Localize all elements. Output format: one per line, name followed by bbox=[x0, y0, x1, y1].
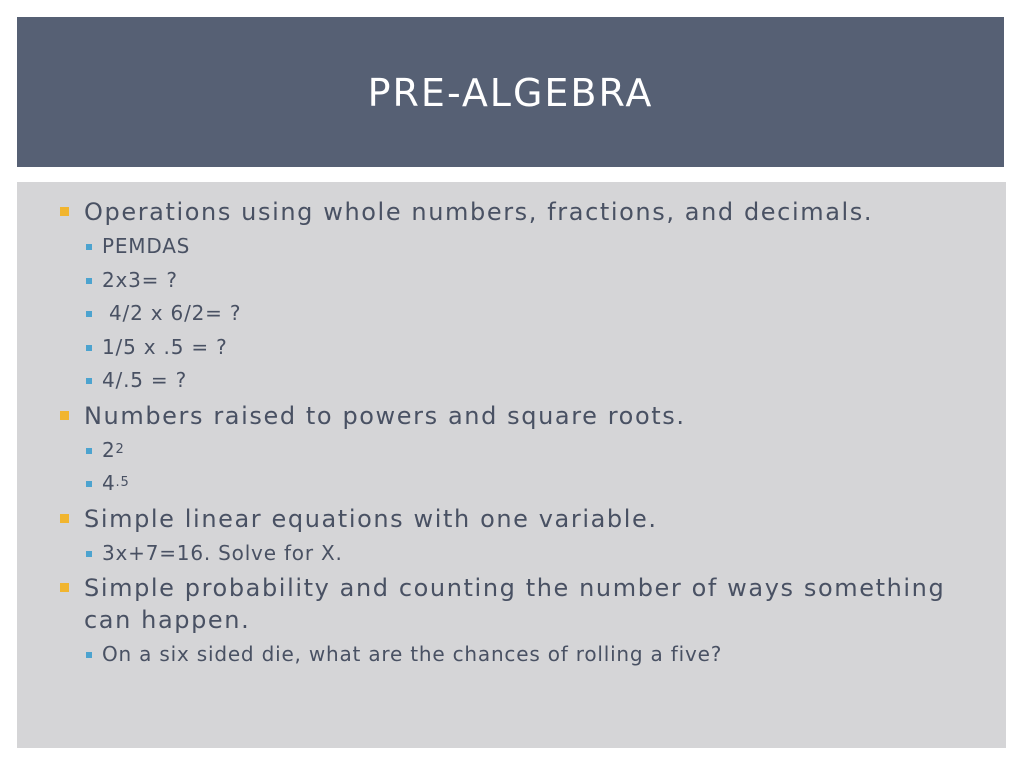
sub-item-text: 2x3= ? bbox=[102, 267, 178, 292]
square-bullet-icon bbox=[86, 652, 92, 658]
sub-list-item bbox=[84, 364, 977, 398]
square-bullet-icon bbox=[86, 311, 92, 317]
square-bullet-icon bbox=[86, 278, 92, 284]
square-bullet-icon bbox=[60, 514, 69, 523]
sub-list-item bbox=[84, 537, 977, 571]
slide-title: PRE-ALGEBRA bbox=[367, 71, 654, 115]
list-item bbox=[57, 196, 977, 398]
square-bullet-icon bbox=[86, 481, 92, 487]
power-base: 2 bbox=[102, 437, 116, 462]
square-bullet-icon bbox=[86, 448, 92, 454]
square-bullet-icon bbox=[60, 207, 69, 216]
power-base: 4 bbox=[102, 471, 116, 495]
list-item bbox=[57, 400, 977, 501]
sub-list-item bbox=[84, 331, 977, 365]
sub-list bbox=[84, 230, 977, 398]
sub-item-text: On a six sided die, what are the chances of rolling a five? bbox=[102, 642, 723, 666]
square-bullet-icon bbox=[86, 378, 92, 384]
list-item-text: Operations using whole numbers, fractions, and decimals. bbox=[84, 198, 874, 226]
sub-list-item bbox=[84, 467, 977, 501]
bullet-list bbox=[57, 196, 977, 674]
sub-list bbox=[84, 537, 977, 571]
sub-list-item bbox=[84, 297, 977, 331]
list-item-text: Simple probability and counting the number of ways something can happen. bbox=[84, 574, 946, 634]
sub-item-text: 4/2 x 6/2= ? bbox=[109, 301, 242, 325]
power-exponent: 2 bbox=[115, 441, 125, 457]
square-bullet-icon bbox=[60, 411, 69, 420]
sub-list bbox=[84, 434, 977, 501]
square-bullet-icon bbox=[86, 551, 92, 557]
square-bullet-icon bbox=[60, 583, 69, 592]
sub-list-item bbox=[84, 230, 977, 264]
sub-item-text: 4/.5 = ? bbox=[102, 368, 188, 392]
sub-list-item bbox=[84, 264, 977, 298]
square-bullet-icon bbox=[86, 244, 92, 250]
sub-list-item bbox=[84, 434, 977, 468]
power-exponent: .5 bbox=[115, 475, 130, 490]
square-bullet-icon bbox=[86, 345, 92, 351]
sub-item-text: PEMDAS bbox=[102, 234, 191, 258]
list-item bbox=[57, 572, 977, 672]
sub-list bbox=[84, 638, 977, 672]
title-bar bbox=[17, 17, 1004, 167]
content-area bbox=[17, 182, 1006, 748]
list-item-text: Simple linear equations with one variable. bbox=[84, 504, 658, 533]
sub-list-item bbox=[84, 638, 977, 672]
sub-item-text: 1/5 x .5 = ? bbox=[102, 334, 228, 359]
list-item-text: Numbers raised to powers and square roots. bbox=[84, 401, 686, 430]
list-item bbox=[57, 503, 977, 571]
sub-item-text: 3x+7=16. Solve for X. bbox=[102, 540, 343, 565]
